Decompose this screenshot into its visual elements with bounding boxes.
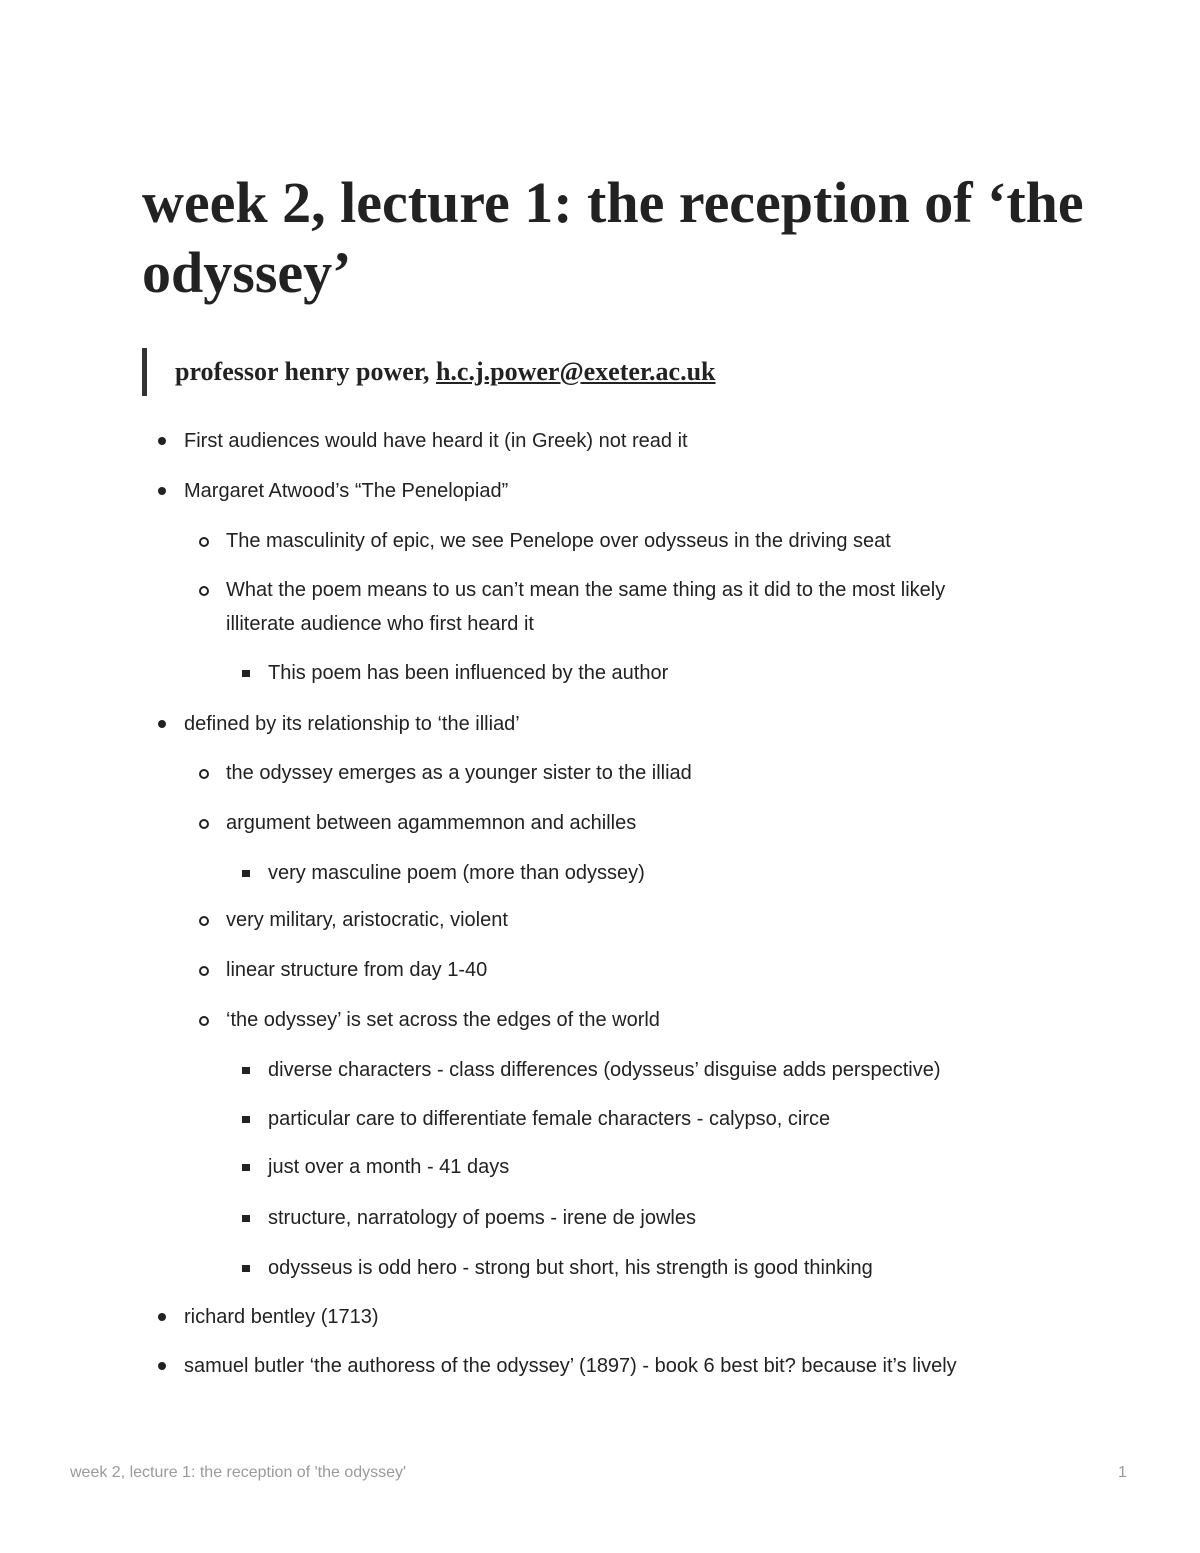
square-bullet-icon: [242, 870, 250, 877]
square-bullet-icon: [242, 1067, 250, 1074]
list-item-level-3: [268, 656, 668, 690]
disc-bullet-icon: [158, 487, 166, 495]
list-item-level-3: [268, 1053, 941, 1087]
list-item-text: argument between agammemnon and achilles: [226, 812, 637, 834]
list-item-level-3: [268, 856, 645, 890]
list-item-text: very masculine poem (more than odyssey): [268, 862, 645, 884]
list-item-text: What the poem means to us can’t mean the same thing as it did to the most likely illiterate audience who first heard it: [226, 579, 946, 635]
list-item-text: ‘the odyssey’ is set across the edges of the world: [226, 1009, 660, 1031]
list-item-text: richard bentley (1713): [184, 1306, 379, 1328]
square-bullet-icon: [242, 1215, 250, 1222]
list-item-level-1: [184, 474, 508, 508]
list-item-level-2: [226, 573, 1006, 641]
list-item-level-2: [226, 524, 891, 558]
disc-bullet-icon: [158, 437, 166, 445]
list-item-text: samuel butler ‘the authoress of the odyssey’ (1897) - book 6 best bit? because it’s lively: [184, 1355, 957, 1377]
list-item-text: structure, narratology of poems - irene de jowles: [268, 1207, 696, 1229]
circle-bullet-icon: [199, 819, 209, 829]
list-item-text: particular care to differentiate female characters - calypso, circe: [268, 1108, 831, 1130]
list-item-text: diverse characters - class differences (odysseus’ disguise adds perspective): [268, 1059, 941, 1081]
list-item-text: This poem has been influenced by the author: [268, 662, 669, 684]
footer-page-number: 1: [1118, 1464, 1127, 1481]
circle-bullet-icon: [199, 586, 209, 596]
circle-bullet-icon: [199, 769, 209, 779]
list-item-text: the odyssey emerges as a younger sister to the illiad: [226, 762, 692, 784]
circle-bullet-icon: [199, 966, 209, 976]
list-item-text: very military, aristocratic, violent: [226, 909, 508, 931]
list-item-level-2: [226, 1003, 660, 1037]
circle-bullet-icon: [199, 916, 209, 926]
list-item-level-2: [226, 806, 636, 840]
list-item-text: just over a month - 41 days: [268, 1156, 510, 1178]
square-bullet-icon: [242, 1265, 250, 1272]
author-name: professor henry power,: [175, 357, 430, 386]
list-item-text: defined by its relationship to ‘the illiad’: [184, 713, 520, 735]
list-item-level-3: [268, 1201, 696, 1235]
list-item-text: First audiences would have heard it (in Greek) not read it: [184, 430, 688, 452]
list-item-text: The masculinity of epic, we see Penelope over odysseus in the driving seat: [226, 530, 891, 552]
list-item-text: Margaret Atwood’s “The Penelopiad”: [184, 480, 509, 502]
list-item-level-1: [184, 1300, 379, 1334]
list-item-level-3: [268, 1251, 873, 1285]
disc-bullet-icon: [158, 1362, 166, 1370]
list-item-level-3: [268, 1150, 509, 1184]
list-item-text: odysseus is odd hero - strong but short, his strength is good thinking: [268, 1257, 873, 1279]
list-item-level-2: [226, 903, 508, 937]
circle-bullet-icon: [199, 1016, 209, 1026]
disc-bullet-icon: [158, 1313, 166, 1321]
square-bullet-icon: [242, 1116, 250, 1123]
list-item-level-2: [226, 756, 692, 790]
footer-title: week 2, lecture 1: the reception of 'the odyssey': [70, 1464, 407, 1481]
list-item-level-2: [226, 953, 487, 987]
square-bullet-icon: [242, 670, 250, 677]
list-item-text: linear structure from day 1-40: [226, 959, 488, 981]
list-item-level-1: [184, 424, 688, 458]
author-email-link[interactable]: h.c.j.power@exeter.ac.uk: [435, 357, 716, 386]
document-title: week 2, lecture 1: the reception of ‘the odyssey’: [142, 170, 1084, 305]
list-item-level-1: [184, 1349, 957, 1383]
square-bullet-icon: [242, 1164, 250, 1171]
list-item-level-1: [184, 707, 520, 741]
circle-bullet-icon: [199, 537, 209, 547]
disc-bullet-icon: [158, 720, 166, 728]
list-item-level-3: [268, 1102, 830, 1136]
